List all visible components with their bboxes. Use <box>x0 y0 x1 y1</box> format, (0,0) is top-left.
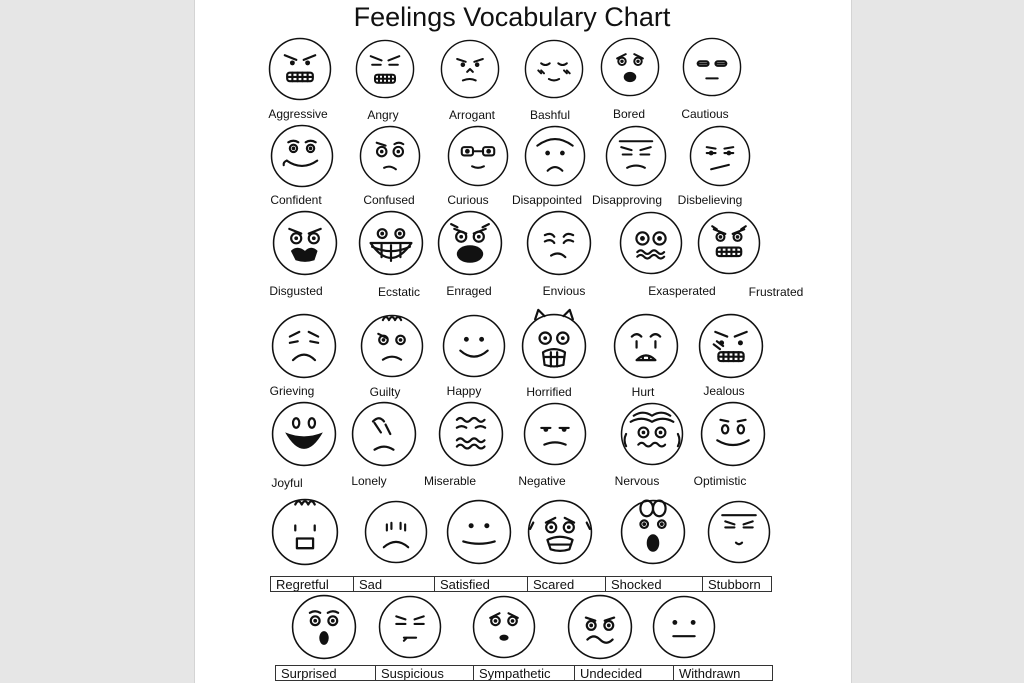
sympathetic-face-icon <box>472 595 536 659</box>
feeling-label: Joyful <box>271 476 303 490</box>
miserable-face-icon <box>438 401 504 467</box>
curious-face-icon <box>447 125 509 187</box>
feeling-label: Regretful <box>270 576 353 592</box>
feeling-label: Grieving <box>269 384 315 398</box>
undecided-face-icon <box>567 594 633 660</box>
envious-face-icon <box>526 210 592 276</box>
happy-face-icon <box>442 314 506 378</box>
feeling-label: Curious <box>447 193 489 207</box>
feeling-label: Aggressive <box>268 107 328 121</box>
feeling-label: Horrified <box>526 385 572 399</box>
feeling-label: Miserable <box>423 474 477 488</box>
hurt-face-icon <box>613 313 679 379</box>
feeling-label: Stubborn <box>702 576 772 592</box>
feeling-label: Disgusted <box>269 284 323 298</box>
frustrated-face-icon <box>697 211 761 275</box>
nervous-face-icon <box>620 402 684 466</box>
shocked-face-icon <box>620 499 686 565</box>
feeling-label: Bored <box>612 107 646 121</box>
feeling-label: Lonely <box>351 474 387 488</box>
suspicious-face-icon <box>378 595 442 659</box>
feeling-label: Guilty <box>369 385 401 399</box>
ecstatic-face-icon <box>358 210 424 276</box>
feeling-label: Exasperated <box>648 284 716 298</box>
feeling-label: Negative <box>518 474 566 488</box>
disgusted-face-icon <box>272 210 338 276</box>
feeling-label: Disbelieving <box>677 193 743 207</box>
disbelieving-face-icon <box>689 125 751 187</box>
angry-face-icon <box>355 39 415 99</box>
optimistic-face-icon <box>700 401 766 467</box>
confident-face-icon <box>270 124 334 188</box>
scared-face-icon <box>527 499 593 565</box>
feeling-label: Cautious <box>681 107 729 121</box>
feeling-label: Ecstatic <box>377 285 421 299</box>
feeling-label: Surprised <box>275 665 375 681</box>
feeling-label: Suspicious <box>375 665 473 681</box>
feeling-label: Scared <box>527 576 605 592</box>
page-title: Feelings Vocabulary Chart <box>353 2 671 32</box>
feeling-label: Satisfied <box>434 576 527 592</box>
jealous-face-icon <box>698 313 764 379</box>
grieving-face-icon <box>271 313 337 379</box>
feeling-label: Sympathetic <box>473 665 574 681</box>
feeling-label: Shocked <box>605 576 702 592</box>
feeling-label: Hurt <box>631 385 655 399</box>
feeling-label: Angry <box>367 108 399 122</box>
disappointed-face-icon <box>524 125 586 187</box>
arrogant-face-icon <box>440 39 500 99</box>
bashful-face-icon <box>524 39 584 99</box>
feeling-label: Happy <box>446 384 482 398</box>
bored-face-icon <box>600 37 660 97</box>
exasperated-face-icon <box>619 211 683 275</box>
confused-face-icon <box>359 125 421 187</box>
joyful-face-icon <box>271 401 337 467</box>
sad-face-icon <box>364 500 428 564</box>
feeling-label: Withdrawn <box>673 665 773 681</box>
feeling-label: Optimistic <box>693 474 747 488</box>
surprised-face-icon <box>291 594 357 660</box>
cautious-face-icon <box>682 37 742 97</box>
feeling-label: Arrogant <box>448 108 496 122</box>
feeling-label: Disapproving <box>591 193 663 207</box>
lonely-face-icon <box>351 401 417 467</box>
feeling-label: Disappointed <box>511 193 583 207</box>
feeling-label: Confident <box>270 193 322 207</box>
disapproving-face-icon <box>605 125 667 187</box>
aggressive-face-icon <box>268 37 332 101</box>
satisfied-face-icon <box>446 499 512 565</box>
enraged-face-icon <box>437 210 503 276</box>
regretful-face-icon <box>271 498 339 566</box>
feeling-label: Confused <box>363 193 415 207</box>
feeling-label: Sad <box>353 576 434 592</box>
feeling-label: Nervous <box>614 474 660 488</box>
horrified-face-icon <box>521 313 587 379</box>
withdrawn-face-icon <box>652 595 716 659</box>
guilty-face-icon <box>360 314 424 378</box>
feeling-label: Undecided <box>574 665 673 681</box>
feeling-label: Frustrated <box>748 285 804 299</box>
feeling-label: Bashful <box>529 108 571 122</box>
feeling-label: Envious <box>542 284 586 298</box>
feeling-label: Jealous <box>703 384 745 398</box>
feeling-label: Enraged <box>446 284 492 298</box>
negative-face-icon <box>523 402 587 466</box>
stubborn-face-icon <box>707 500 771 564</box>
